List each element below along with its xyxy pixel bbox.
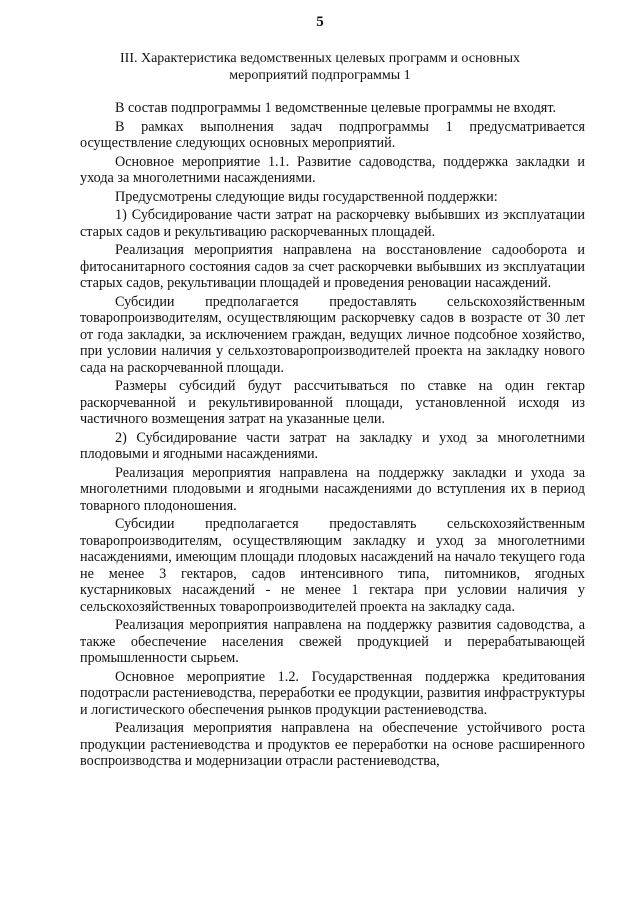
paragraph: Основное мероприятие 1.2. Государственная поддержка кредитования подотрасли растениеводства, переработки ее продукции, развития инфраструктуры и логистического обеспечения рынков продукции растениеводства. (80, 668, 585, 718)
body-text (80, 100, 585, 772)
paragraph: Субсидии предполагается предоставлять сельскохозяйственным товаропроизводителям, осуществляющим закладку и уход за многолетними насаждениями, имеющим площади плодовых насаждений на начало текущего года не менее 3 гектаров, садов интенсивного типа, питомников, ягодных кустарниковых насаждений - не менее 1 гектара при условии наличия у сельскохозяйственных товаропроизводителей проекта на закладку сада. (80, 516, 585, 615)
paragraph: 1) Субсидирование части затрат на раскорчевку выбывших из эксплуатации старых садов и рекультивацию раскорчеванных площадей. (80, 207, 585, 240)
paragraph: Субсидии предполагается предоставлять сельскохозяйственным товаропроизводителям, осуществляющим раскорчевку садов в возрасте от 30 лет от года закладки, за исключением граждан, ведущих личное подсобное хозяйство, при условии наличия у сельхозтоваропроизводителей проекта на закладку нового сада на раскорчеванной площади. (80, 293, 585, 376)
paragraph: Размеры субсидий будут рассчитываться по ставке на один гектар раскорчеванной и рекультивированной площади, установленной исходя из частичного возмещения затрат на указанные цели. (80, 378, 585, 427)
paragraph: Реализация мероприятия направлена на восстановление садооборота и фитосанитарного состояния садов за счет раскорчевки выбывших из эксплуатации старых садов, рекультивации площадей и проведения реновации насаждений. (80, 242, 585, 291)
page-number: 5 (316, 14, 324, 30)
paragraph: Реализация мероприятия направлена на обеспечение устойчивого роста продукции растениеводства и продуктов ее переработки на основе расширенного воспроизводства и модернизации отрасли растениеводства, (80, 720, 585, 769)
paragraph: Реализация мероприятия направлена на поддержку развития садоводства, а также обеспечение населения свежей продукцией и перерабатывающей промышленности сырьем. (80, 617, 585, 666)
paragraph: Предусмотрены следующие виды государственной поддержки: (115, 188, 498, 205)
paragraph: Основное мероприятие 1.1. Развитие садоводства, поддержка закладки и ухода за многолетними насаждениями. (80, 153, 585, 186)
section-title: III. Характеристика ведомственных целевых программ и основных мероприятий подпрограммы 1 (120, 51, 520, 83)
paragraph: В состав подпрограммы 1 ведомственные целевые программы не входят. (115, 100, 557, 116)
paragraph: Реализация мероприятия направлена на поддержку закладки и ухода за многолетними плодовыми и ягодными насаждениями до вступления их в период товарного плодоношения. (80, 464, 585, 514)
paragraph: 2) Субсидирование части затрат на закладку и уход за многолетними плодовыми и ягодными насаждениями. (80, 429, 585, 462)
paragraph: В рамках выполнения задач подпрограммы 1 предусматривается осуществление следующих основных мероприятий. (80, 118, 585, 151)
